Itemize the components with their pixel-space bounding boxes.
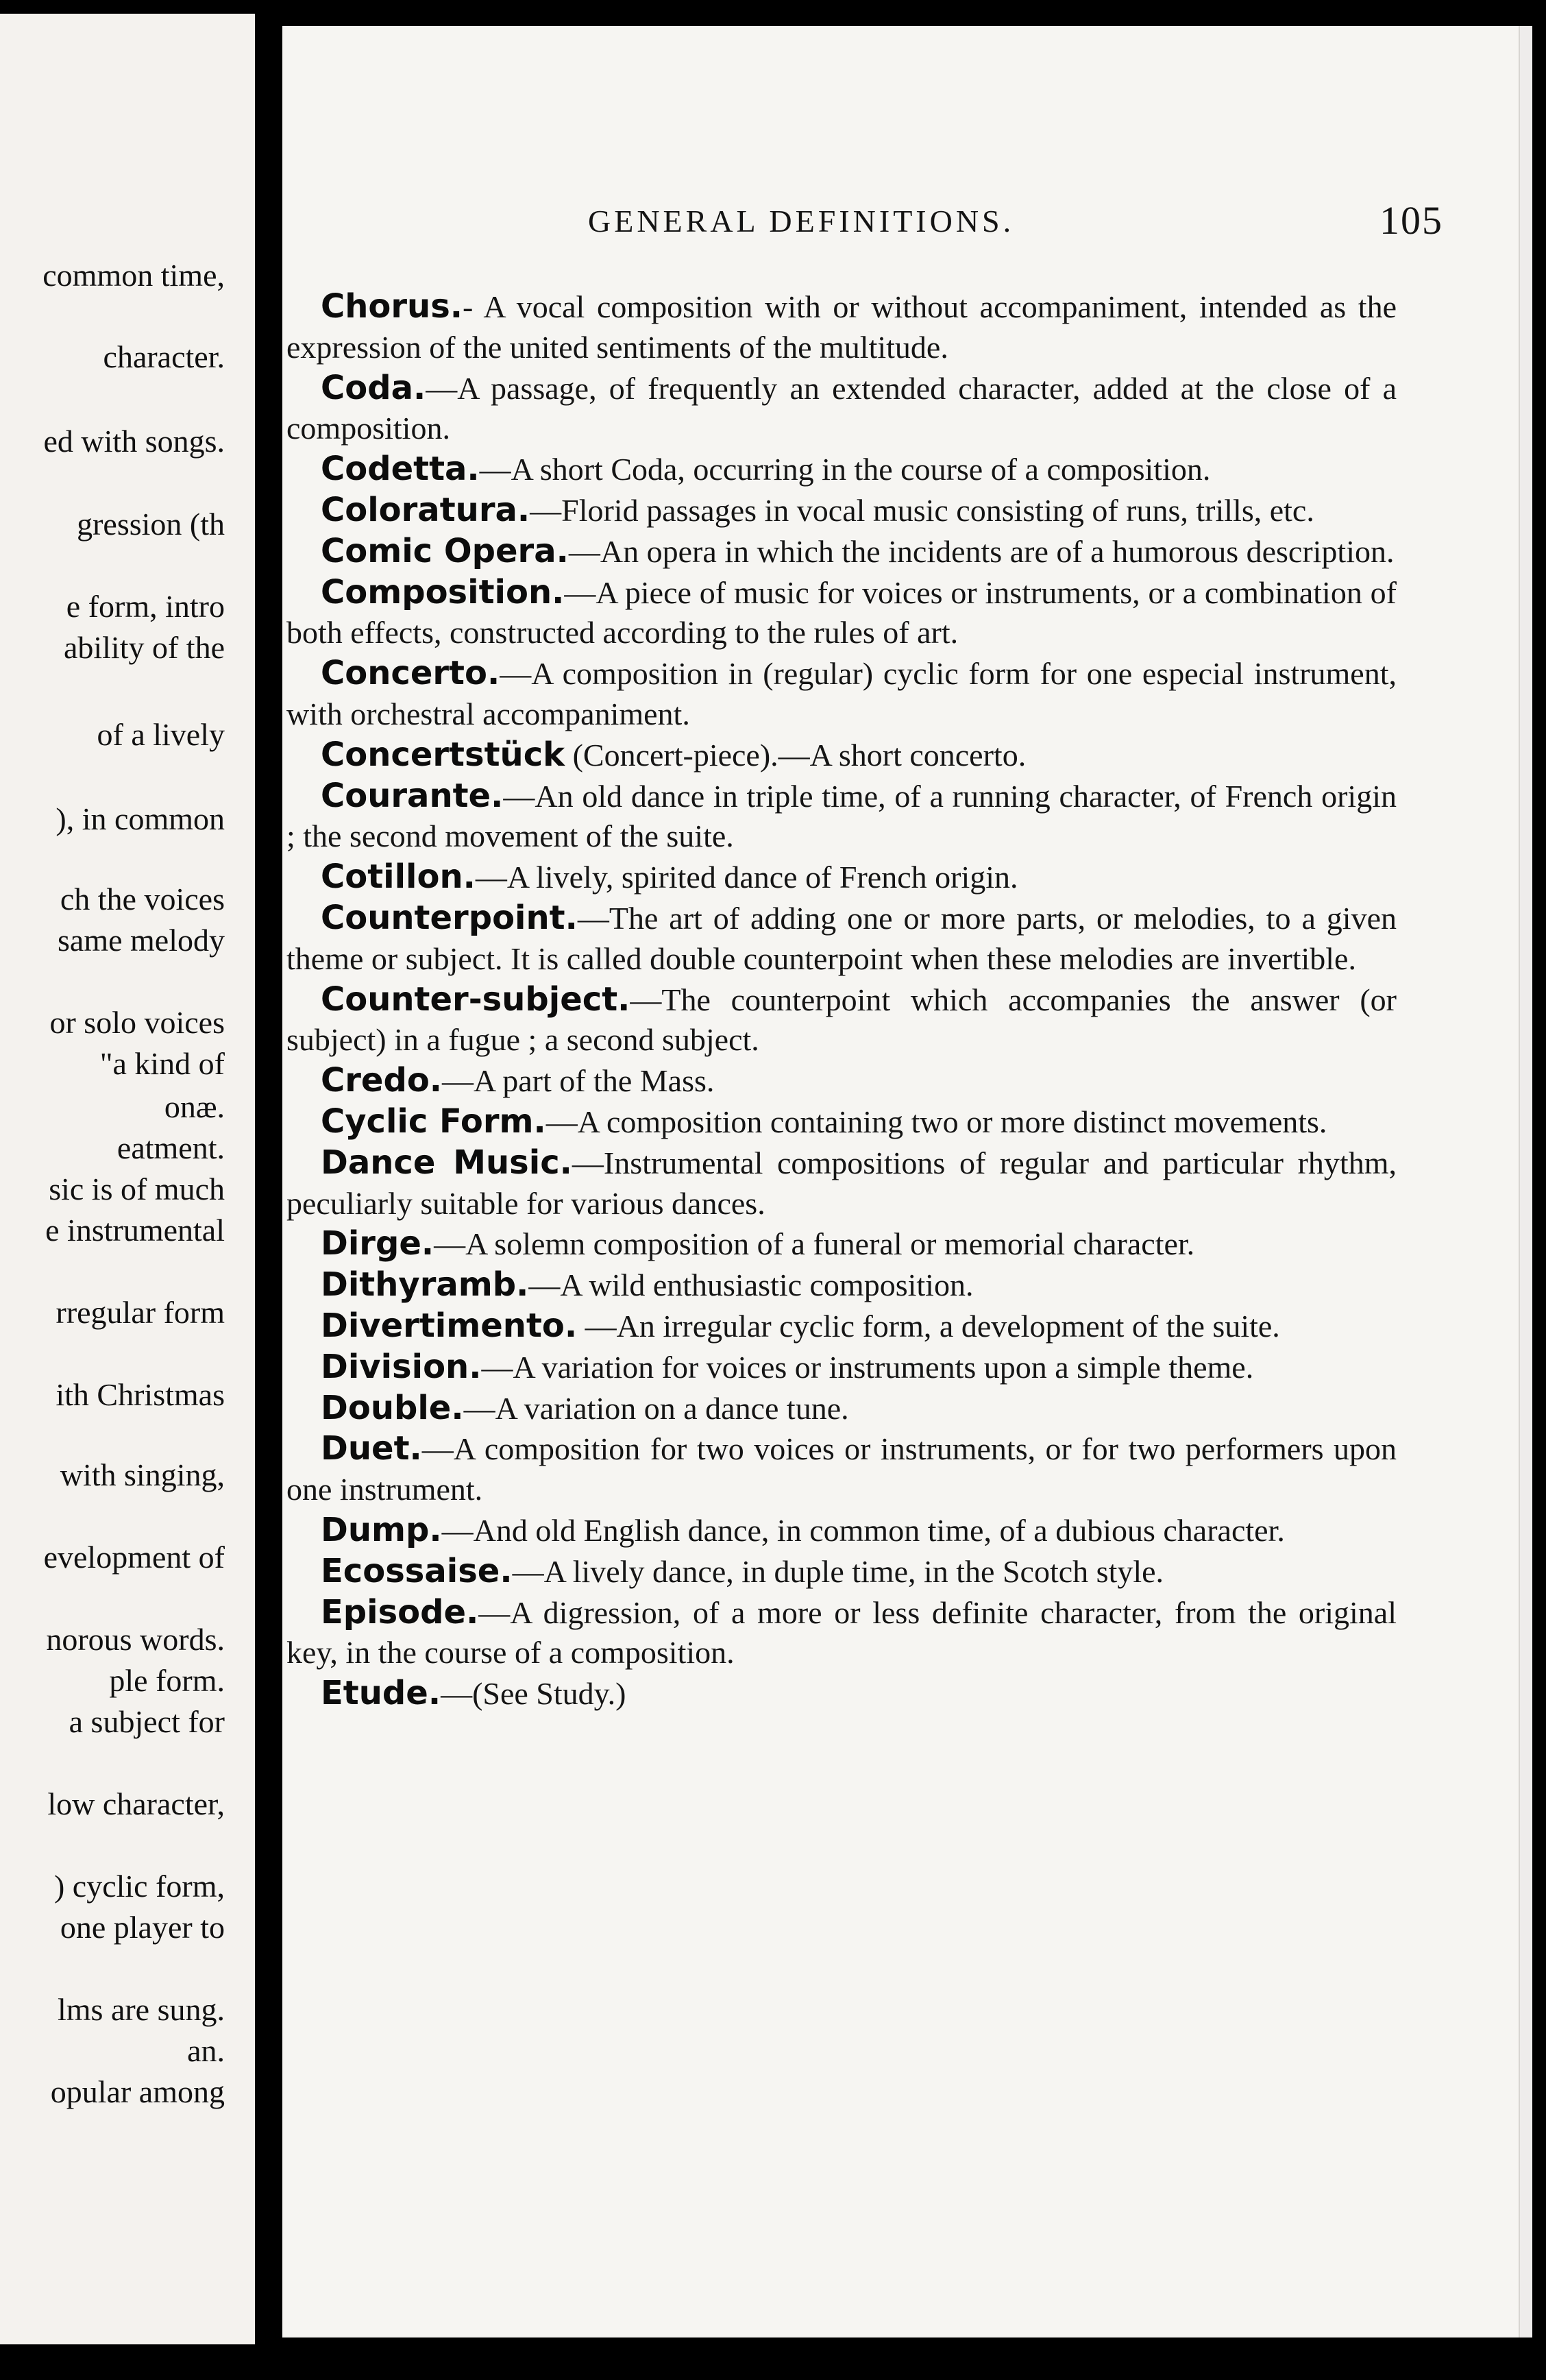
definition-entry	[286, 368, 1397, 450]
entry-definition: —The counterpoint which accompanies the answer (or subject) in a fugue ; a second subject.	[286, 982, 1397, 1058]
definition-entry	[286, 1510, 1397, 1551]
entry-term: Coda.	[321, 368, 426, 407]
entry-definition: —A piece of music for voices or instruments, or a combination of both effects, constructed according to the rules of art.	[286, 574, 1397, 651]
definition-entry	[286, 1347, 1397, 1388]
entry-definition: —A solemn composition of a funeral or memorial character.	[434, 1226, 1195, 1262]
left-page-line: sic is of much	[49, 1171, 225, 1206]
definition-entry	[286, 1143, 1397, 1224]
entry-term: Credo.	[321, 1061, 443, 1100]
left-page-line: ed with songs.	[43, 424, 225, 459]
definition-entry	[286, 980, 1397, 1061]
left-page-line: common time,	[42, 258, 225, 293]
entry-definition: —Florid passages in vocal music consisting of runs, trills, etc.	[530, 492, 1314, 528]
book-gutter	[255, 0, 282, 2380]
entry-definition: —A composition containing two or more distinct movements.	[545, 1104, 1327, 1139]
definition-entry	[286, 449, 1397, 490]
definition-list	[286, 287, 1397, 1714]
left-page-line: gression (th	[77, 507, 225, 542]
left-page-line: same melody	[58, 923, 225, 958]
left-facing-page	[0, 14, 255, 2344]
definition-entry	[286, 572, 1397, 654]
entry-term: Coloratura.	[321, 490, 530, 529]
entry-term: Courante.	[321, 776, 504, 815]
left-page-line: norous words.	[46, 1622, 225, 1657]
left-page-line: of a lively	[97, 717, 225, 752]
left-page-line: an.	[187, 2033, 225, 2068]
left-page-line: a subject for	[69, 1704, 225, 1739]
entry-definition: —An old dance in triple time, of a running character, of French origin ; the second movement of the suite.	[286, 778, 1397, 854]
entry-term: Cyclic Form.	[321, 1102, 546, 1141]
left-page-line: ) cyclic form,	[53, 1869, 225, 1904]
entry-definition: —A variation for voices or instruments upon a simple theme.	[481, 1349, 1254, 1385]
definition-entry	[286, 1551, 1397, 1592]
entry-definition: —An irregular cyclic form, a development of the suite.	[577, 1308, 1280, 1344]
definition-entry	[286, 653, 1397, 735]
left-page-line: opular among	[50, 2074, 225, 2109]
entry-term: Counter-subject.	[321, 980, 630, 1019]
left-page-line: e instrumental	[45, 1213, 225, 1248]
entry-term: Comic Opera.	[321, 531, 569, 570]
left-page-line: ple form.	[109, 1663, 225, 1698]
definition-entry	[286, 1592, 1397, 1674]
left-page-line: ith Christmas	[56, 1377, 225, 1412]
definition-entry	[286, 735, 1397, 776]
page-edge	[1519, 26, 1532, 2338]
left-page-line: ), in common	[56, 801, 225, 836]
definition-entry	[286, 1388, 1397, 1429]
left-page-line: "a kind of	[99, 1046, 225, 1081]
entry-term: Episode.	[321, 1592, 479, 1631]
entry-definition: (Concert-piece).—A short concerto.	[565, 737, 1027, 773]
left-page-line: low character,	[47, 1786, 225, 1821]
left-page-line: character.	[103, 339, 225, 374]
entry-term: Division.	[321, 1347, 482, 1386]
definition-entry	[286, 1429, 1397, 1510]
definition-entry	[286, 857, 1397, 898]
definition-entry	[286, 1265, 1397, 1306]
left-page-line: ability of the	[63, 630, 225, 665]
entry-definition: —A composition for two voices or instruments, or for two performers upon one instrument.	[286, 1431, 1397, 1507]
entry-term: Concerto.	[321, 654, 500, 693]
entry-term: Divertimento.	[321, 1306, 578, 1345]
entry-definition: —A part of the Mass.	[442, 1063, 715, 1099]
running-title: GENERAL DEFINITIONS.	[588, 204, 1015, 239]
entry-definition: —A composition in (regular) cyclic form for one especial instrument, with orchestral accompaniment.	[286, 656, 1397, 731]
definition-entry	[286, 776, 1397, 858]
entry-term: Codetta.	[321, 450, 480, 489]
definition-entry	[286, 1673, 1397, 1714]
entry-term: Composition.	[321, 572, 565, 611]
definition-entry	[286, 1224, 1397, 1265]
definition-entry	[286, 287, 1397, 368]
page-number: 105	[1379, 198, 1443, 243]
entry-definition: —The art of adding one or more parts, or melodies, to a given theme or subject. It is called double counterpoint when these melodies are invertible.	[286, 900, 1397, 976]
definition-entry	[286, 898, 1397, 980]
definition-entry	[286, 1306, 1397, 1347]
entry-definition: —A digression, of a more or less definite character, from the original key, in the course of a composition.	[286, 1594, 1397, 1671]
left-page-line: one player to	[60, 1910, 225, 1945]
entry-term: Duet.	[321, 1429, 422, 1468]
entry-definition: —A lively dance, in duple time, in the Scotch style.	[512, 1553, 1164, 1589]
left-page-line: lms are sung.	[57, 1992, 225, 2027]
entry-definition: —Instrumental compositions of regular and particular rhythm, peculiarly suitable for various dances.	[286, 1145, 1397, 1221]
left-page-line: rregular form	[56, 1295, 225, 1330]
left-page-line: eatment.	[116, 1130, 225, 1165]
left-page-line: ch the voices	[60, 882, 225, 916]
entry-term: Dance Music.	[321, 1143, 572, 1182]
entry-term: Etude.	[321, 1674, 441, 1713]
left-page-line: onæ.	[164, 1089, 225, 1124]
entry-definition: —(See Study.)	[441, 1676, 626, 1712]
entry-term: Concertstück	[321, 735, 565, 774]
entry-term: Dirge.	[321, 1224, 434, 1263]
definition-entry	[286, 531, 1397, 572]
running-head	[282, 182, 1519, 243]
entry-definition: —A lively, spirited dance of French origin.	[475, 860, 1018, 895]
entry-definition: —A passage, of frequently an extended character, added at the close of a composition.	[286, 370, 1397, 446]
entry-definition: —And old English dance, in common time, of a dubious character.	[441, 1512, 1285, 1548]
entry-definition: —A variation on a dance tune.	[463, 1390, 849, 1426]
right-page	[282, 26, 1519, 2338]
entry-definition: - A vocal composition with or without accompaniment, intended as the expression of the united sentiments of the multitude.	[286, 289, 1397, 365]
entry-term: Ecossaise.	[321, 1551, 513, 1590]
entry-term: Dithyramb.	[321, 1265, 529, 1304]
left-page-line: e form, intro	[66, 589, 225, 624]
entry-term: Double.	[321, 1388, 464, 1427]
left-page-line: evelopment of	[43, 1540, 225, 1575]
entry-term: Counterpoint.	[321, 898, 578, 937]
entry-definition: —An opera in which the incidents are of a humorous description.	[568, 533, 1395, 569]
definition-entry	[286, 1102, 1397, 1143]
entry-definition: —A short Coda, occurring in the course of a composition.	[479, 452, 1211, 487]
entry-term: Dump.	[321, 1510, 442, 1549]
entry-definition: —A wild enthusiastic composition.	[528, 1267, 974, 1303]
left-page-line: or solo voices	[49, 1005, 225, 1040]
definition-entry	[286, 490, 1397, 531]
entry-term: Cotillon.	[321, 858, 476, 897]
left-page-line: with singing,	[60, 1457, 225, 1492]
entry-term: Chorus.	[321, 287, 463, 326]
definition-entry	[286, 1060, 1397, 1102]
